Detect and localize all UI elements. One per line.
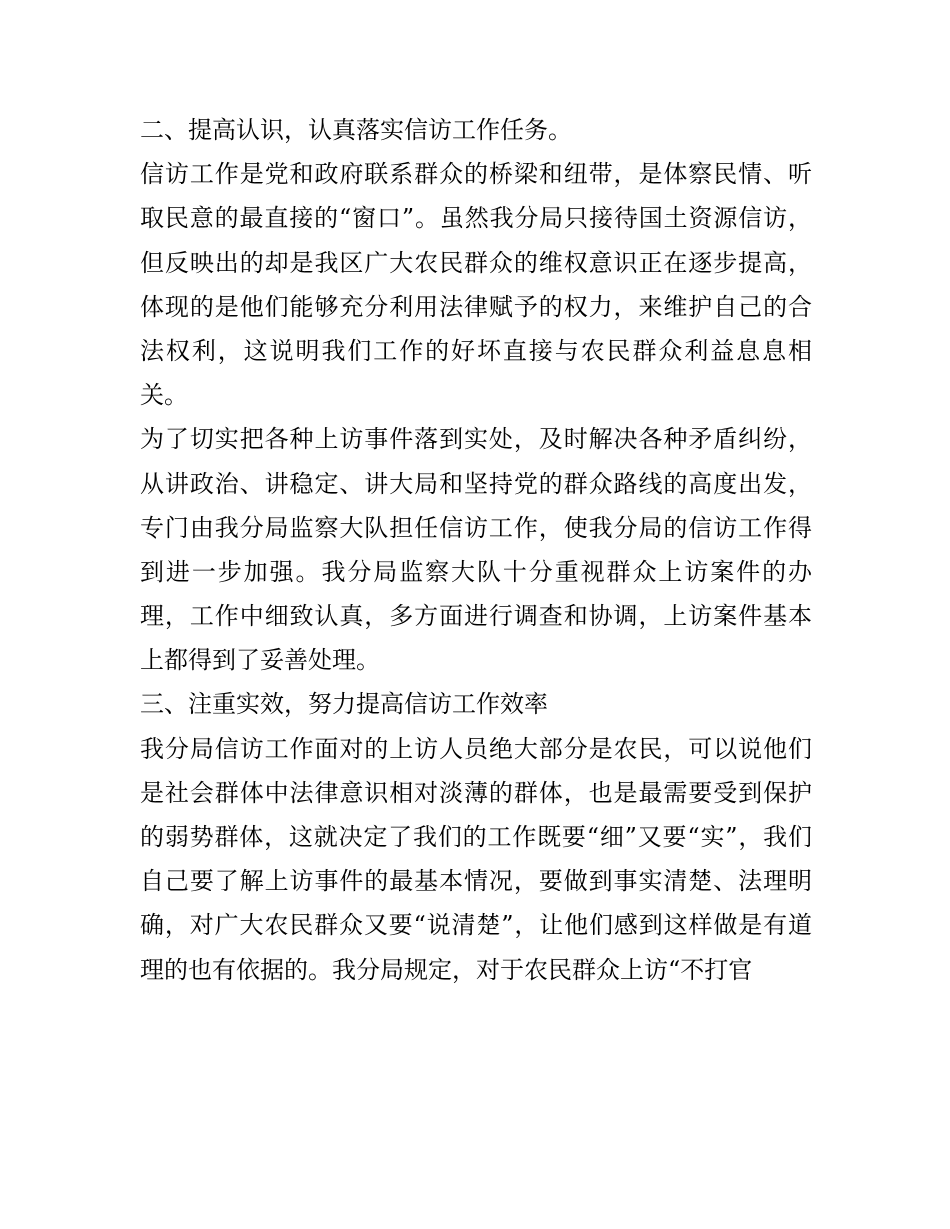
- text-line: 体现的是他们能够充分利用法律赋予的权力，来维护自己的合: [140, 292, 812, 321]
- text-line: 上都得到了妥善处理。: [140, 646, 380, 675]
- text-line: 到进一步加强。我分局监察大队十分重视群众上访案件的办: [140, 557, 812, 586]
- text-line: 取民意的最直接的“窗口”。虽然我分局只接待国土资源信访，: [140, 204, 812, 233]
- text-line: 的弱势群体，这就决定了我们的工作既要“细”又要“实”，我们: [140, 823, 812, 851]
- text-line: 关。: [140, 381, 188, 410]
- text-line: 信访工作是党和政府联系群众的桥梁和纽带，是体察民情、听: [140, 160, 812, 189]
- text-line: 但反映出的却是我区广大农民群众的维权意识正在逐步提高，: [140, 248, 812, 277]
- section-heading-3: 三、注重实效，努力提高信访工作效率: [140, 690, 548, 719]
- section-heading-2: 二、提高认识，认真落实信访工作任务。: [140, 116, 572, 144]
- text-line: 专门由我分局监察大队担任信访工作，使我分局的信访工作得: [140, 513, 812, 542]
- text-line: 自己要了解上访事件的最基本情况，要做到事实清楚、法理明: [140, 867, 812, 896]
- text-line: 是社会群体中法律意识相对淡薄的群体，也是最需要受到保护: [140, 778, 812, 807]
- text-line: 确，对广大农民群众又要“说清楚”，让他们感到这样做是有道: [140, 911, 812, 940]
- document-body: [140, 108, 812, 992]
- text-line: 为了切实把各种上访事件落到实处，及时解决各种矛盾纠纷，: [140, 425, 812, 454]
- text-line: 我分局信访工作面对的上访人员绝大部分是农民，可以说他们: [140, 734, 812, 763]
- text-line: 理的也有依据的。我分局规定，对于农民群众上访“不打官: [140, 955, 753, 984]
- text-line: 法权利，这说明我们工作的好坏直接与农民群众利益息息相: [140, 336, 812, 365]
- text-line: 理，工作中细致认真，多方面进行调查和协调，上访案件基本: [140, 602, 812, 631]
- text-line: 从讲政治、讲稳定、讲大局和坚持党的群众路线的高度出发，: [140, 469, 812, 498]
